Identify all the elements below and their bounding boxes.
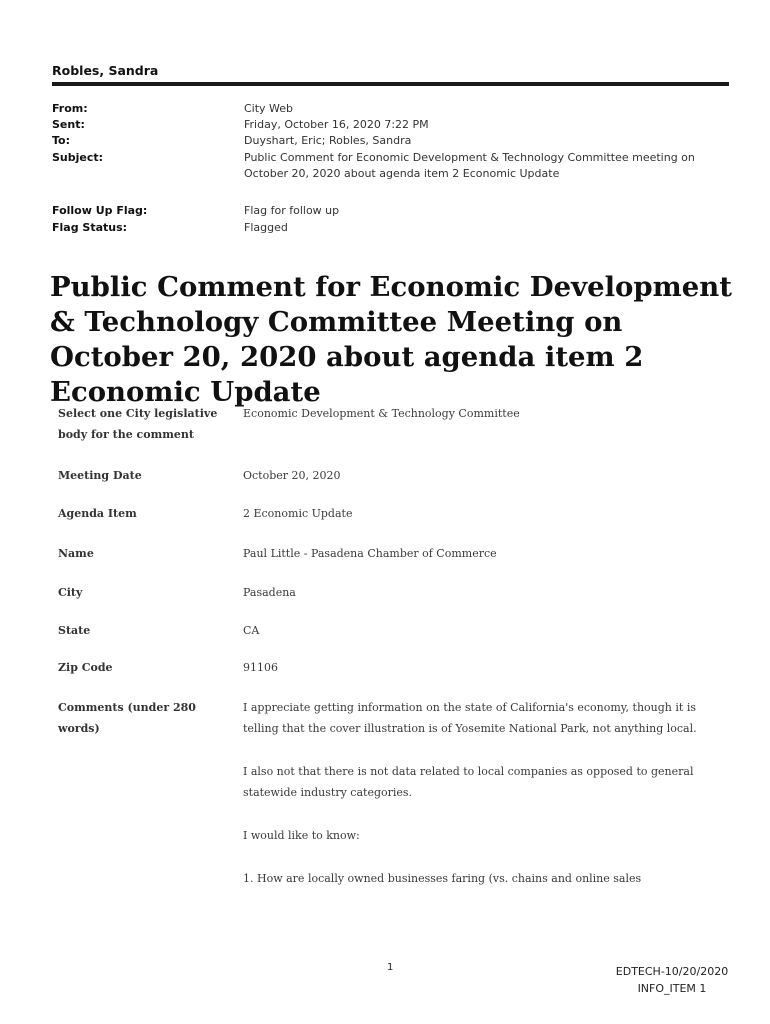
field-value: Paul Little - Pasadena Chamber of Commerce — [243, 547, 497, 560]
field-value: October 20, 2020 — [243, 469, 341, 482]
field-label: Meeting Date — [58, 469, 142, 482]
field-label: Select one City legislative body for the comment — [58, 407, 218, 441]
comment-paragraph: I also not that there is not data related to local companies as opposed to general statewide industry categories. — [243, 765, 694, 799]
field-value: CA — [243, 624, 260, 637]
flag-label: Follow Up Flag: — [52, 204, 148, 217]
header-label: Subject: — [52, 151, 104, 164]
field-label: Name — [58, 547, 94, 560]
field-label: Agenda Item — [58, 507, 137, 520]
header-label: To: — [52, 134, 70, 147]
field-label: Zip Code — [58, 661, 113, 674]
comment-paragraph: 1. How are locally owned businesses faring (vs. chains and online sales — [243, 872, 642, 885]
field-label: State — [58, 624, 91, 637]
header-value: Duyshart, Eric; Robles, Sandra — [244, 134, 412, 147]
flag-value: Flagged — [244, 221, 288, 234]
document-stamp — [612, 963, 732, 997]
field-value: Pasadena — [243, 586, 296, 599]
header-value: Friday, October 16, 2020 7:22 PM — [244, 118, 429, 131]
header-value: City Web — [244, 102, 294, 115]
comment-paragraph: I appreciate getting information on the state of California's economy, though it is telling that the cover illustration is of Yosemite National Park, not anything local. — [243, 701, 697, 735]
flag-value: Flag for follow up — [244, 204, 340, 217]
header-label: From: — [52, 102, 88, 115]
comments-body — [243, 697, 723, 911]
stamp-line: INFO_ITEM 1 — [637, 982, 707, 995]
comments-label: Comments (under 280 words) — [58, 701, 196, 735]
flag-label: Flag Status: — [52, 221, 128, 234]
stamp-line: EDTECH-10/20/2020 — [615, 965, 729, 978]
field-value: 2 Economic Update — [243, 507, 353, 520]
header-label: Sent: — [52, 118, 85, 131]
page-number: 1 — [387, 962, 394, 973]
header-rule — [52, 82, 729, 86]
field-value: Economic Development & Technology Committee — [243, 407, 520, 420]
comment-paragraph: I would like to know: — [243, 829, 360, 842]
sender-name: Robles, Sandra — [52, 63, 159, 78]
field-label: City — [58, 586, 83, 599]
field-value: 91106 — [243, 661, 278, 674]
header-value: Public Comment for Economic Development & Technology Committee meeting on October 20, 2020 about agenda item 2 Economic Update — [244, 151, 695, 180]
page-title: Public Comment for Economic Development & Technology Committee Meeting on October 20, 2020 about agenda item 2 Economic Update — [50, 271, 732, 408]
